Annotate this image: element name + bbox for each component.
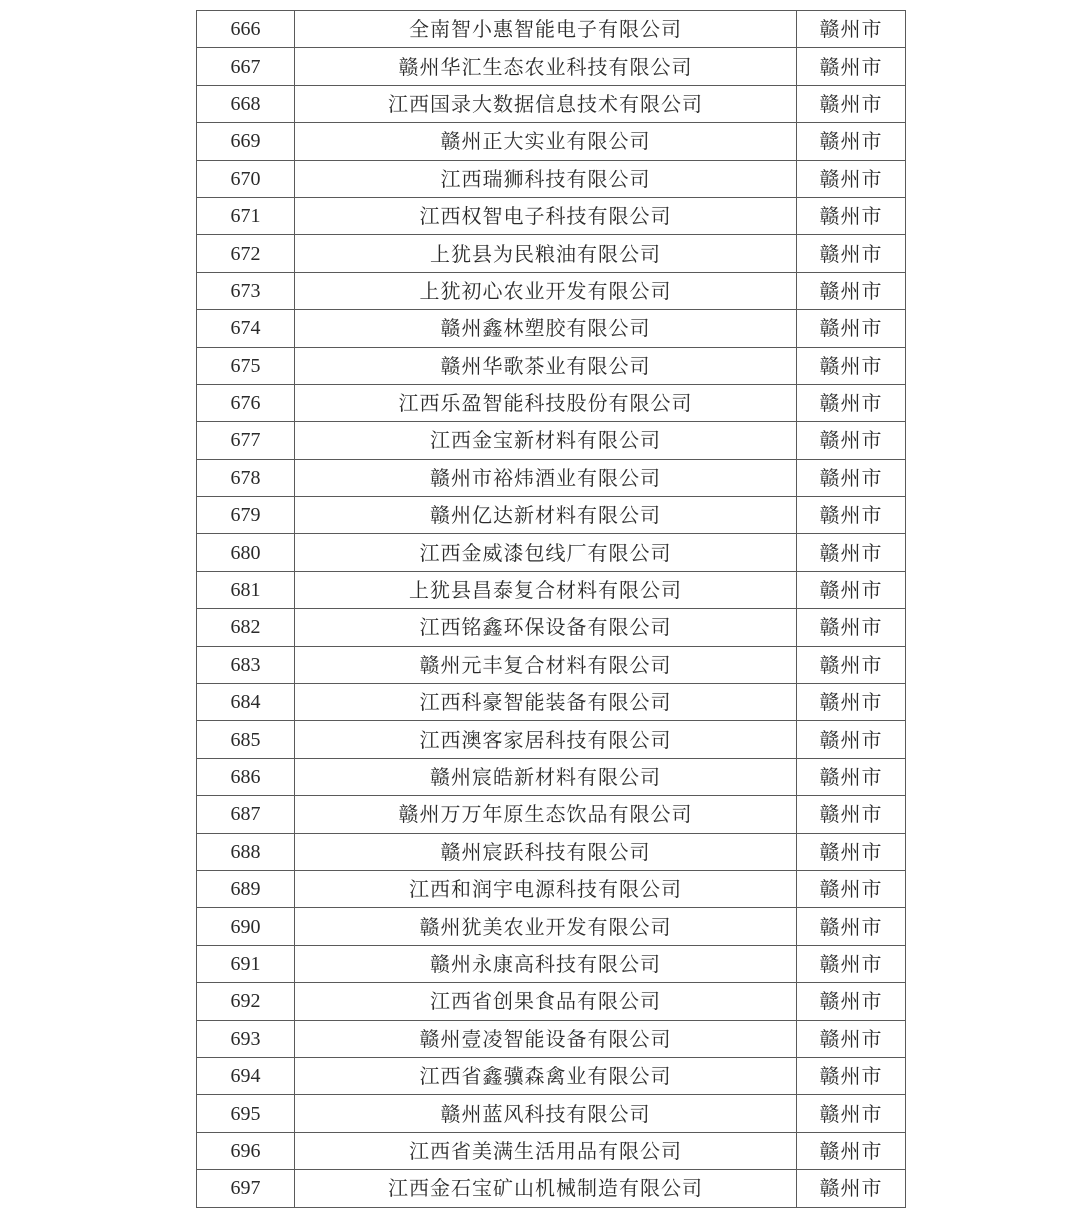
table-row bbox=[197, 758, 906, 795]
row-number-cell: 674 bbox=[197, 310, 295, 347]
city-cell: 赣州市 bbox=[797, 796, 906, 833]
company-name-cell: 江西国录大数据信息技术有限公司 bbox=[295, 85, 797, 122]
company-name-cell: 江西金宝新材料有限公司 bbox=[295, 422, 797, 459]
row-number-cell: 695 bbox=[197, 1095, 295, 1132]
row-number-cell: 693 bbox=[197, 1020, 295, 1057]
table-row bbox=[197, 983, 906, 1020]
company-name-cell: 上犹县为民粮油有限公司 bbox=[295, 235, 797, 272]
table-row bbox=[197, 384, 906, 421]
city-cell: 赣州市 bbox=[797, 1095, 906, 1132]
table-row bbox=[197, 310, 906, 347]
company-name-cell: 赣州华汇生态农业科技有限公司 bbox=[295, 48, 797, 85]
table-row bbox=[197, 11, 906, 48]
company-name-cell: 江西和润宇电源科技有限公司 bbox=[295, 870, 797, 907]
row-number-cell: 668 bbox=[197, 85, 295, 122]
table-row bbox=[197, 497, 906, 534]
row-number-cell: 673 bbox=[197, 272, 295, 309]
row-number-cell: 667 bbox=[197, 48, 295, 85]
table-row bbox=[197, 721, 906, 758]
city-cell: 赣州市 bbox=[797, 422, 906, 459]
table-row bbox=[197, 609, 906, 646]
row-number-cell: 672 bbox=[197, 235, 295, 272]
table-row bbox=[197, 571, 906, 608]
city-cell: 赣州市 bbox=[797, 684, 906, 721]
company-name-cell: 全南智小惠智能电子有限公司 bbox=[295, 11, 797, 48]
city-cell: 赣州市 bbox=[797, 48, 906, 85]
table-row bbox=[197, 123, 906, 160]
row-number-cell: 694 bbox=[197, 1057, 295, 1094]
row-number-cell: 692 bbox=[197, 983, 295, 1020]
table-row bbox=[197, 1132, 906, 1169]
row-number-cell: 683 bbox=[197, 646, 295, 683]
table-body bbox=[197, 11, 906, 1208]
row-number-cell: 684 bbox=[197, 684, 295, 721]
table-row bbox=[197, 646, 906, 683]
company-name-cell: 上犹县昌泰复合材料有限公司 bbox=[295, 571, 797, 608]
table-row bbox=[197, 908, 906, 945]
table-row bbox=[197, 1095, 906, 1132]
city-cell: 赣州市 bbox=[797, 197, 906, 234]
city-cell: 赣州市 bbox=[797, 945, 906, 982]
table-row bbox=[197, 272, 906, 309]
company-list-table bbox=[196, 10, 906, 1208]
city-cell: 赣州市 bbox=[797, 609, 906, 646]
city-cell: 赣州市 bbox=[797, 347, 906, 384]
company-name-cell: 赣州市裕炜酒业有限公司 bbox=[295, 459, 797, 496]
city-cell: 赣州市 bbox=[797, 235, 906, 272]
company-name-cell: 赣州鑫林塑胶有限公司 bbox=[295, 310, 797, 347]
company-name-cell: 江西铭鑫环保设备有限公司 bbox=[295, 609, 797, 646]
row-number-cell: 675 bbox=[197, 347, 295, 384]
company-name-cell: 江西权智电子科技有限公司 bbox=[295, 197, 797, 234]
city-cell: 赣州市 bbox=[797, 534, 906, 571]
city-cell: 赣州市 bbox=[797, 160, 906, 197]
company-name-cell: 赣州宸跃科技有限公司 bbox=[295, 833, 797, 870]
table-row bbox=[197, 833, 906, 870]
company-name-cell: 赣州永康高科技有限公司 bbox=[295, 945, 797, 982]
city-cell: 赣州市 bbox=[797, 646, 906, 683]
company-name-cell: 江西省美满生活用品有限公司 bbox=[295, 1132, 797, 1169]
row-number-cell: 666 bbox=[197, 11, 295, 48]
table-row bbox=[197, 1020, 906, 1057]
row-number-cell: 691 bbox=[197, 945, 295, 982]
table-row bbox=[197, 945, 906, 982]
company-name-cell: 江西瑞狮科技有限公司 bbox=[295, 160, 797, 197]
city-cell: 赣州市 bbox=[797, 1132, 906, 1169]
company-name-cell: 赣州华歌茶业有限公司 bbox=[295, 347, 797, 384]
company-name-cell: 江西省鑫骥森禽业有限公司 bbox=[295, 1057, 797, 1094]
company-name-cell: 江西澳客家居科技有限公司 bbox=[295, 721, 797, 758]
row-number-cell: 685 bbox=[197, 721, 295, 758]
table-row bbox=[197, 160, 906, 197]
city-cell: 赣州市 bbox=[797, 908, 906, 945]
table-row bbox=[197, 459, 906, 496]
city-cell: 赣州市 bbox=[797, 1020, 906, 1057]
company-name-cell: 江西省创果食品有限公司 bbox=[295, 983, 797, 1020]
row-number-cell: 689 bbox=[197, 870, 295, 907]
table-row bbox=[197, 1170, 906, 1207]
row-number-cell: 676 bbox=[197, 384, 295, 421]
table-row bbox=[197, 48, 906, 85]
table-row bbox=[197, 534, 906, 571]
city-cell: 赣州市 bbox=[797, 310, 906, 347]
row-number-cell: 697 bbox=[197, 1170, 295, 1207]
company-name-cell: 江西乐盈智能科技股份有限公司 bbox=[295, 384, 797, 421]
city-cell: 赣州市 bbox=[797, 870, 906, 907]
table-row bbox=[197, 85, 906, 122]
company-name-cell: 赣州壹凌智能设备有限公司 bbox=[295, 1020, 797, 1057]
row-number-cell: 679 bbox=[197, 497, 295, 534]
company-name-cell: 赣州元丰复合材料有限公司 bbox=[295, 646, 797, 683]
row-number-cell: 681 bbox=[197, 571, 295, 608]
city-cell: 赣州市 bbox=[797, 983, 906, 1020]
company-name-cell: 上犹初心农业开发有限公司 bbox=[295, 272, 797, 309]
table-row bbox=[197, 796, 906, 833]
company-name-cell: 赣州犹美农业开发有限公司 bbox=[295, 908, 797, 945]
company-name-cell: 赣州万万年原生态饮品有限公司 bbox=[295, 796, 797, 833]
table-row bbox=[197, 684, 906, 721]
company-name-cell: 赣州宸皓新材料有限公司 bbox=[295, 758, 797, 795]
row-number-cell: 682 bbox=[197, 609, 295, 646]
company-name-cell: 江西科豪智能装备有限公司 bbox=[295, 684, 797, 721]
company-name-cell: 江西金威漆包线厂有限公司 bbox=[295, 534, 797, 571]
city-cell: 赣州市 bbox=[797, 384, 906, 421]
row-number-cell: 687 bbox=[197, 796, 295, 833]
row-number-cell: 686 bbox=[197, 758, 295, 795]
city-cell: 赣州市 bbox=[797, 1170, 906, 1207]
row-number-cell: 677 bbox=[197, 422, 295, 459]
company-name-cell: 江西金石宝矿山机械制造有限公司 bbox=[295, 1170, 797, 1207]
table-row bbox=[197, 870, 906, 907]
company-name-cell: 赣州正大实业有限公司 bbox=[295, 123, 797, 160]
city-cell: 赣州市 bbox=[797, 721, 906, 758]
city-cell: 赣州市 bbox=[797, 123, 906, 160]
row-number-cell: 669 bbox=[197, 123, 295, 160]
row-number-cell: 696 bbox=[197, 1132, 295, 1169]
city-cell: 赣州市 bbox=[797, 459, 906, 496]
city-cell: 赣州市 bbox=[797, 1057, 906, 1094]
city-cell: 赣州市 bbox=[797, 571, 906, 608]
city-cell: 赣州市 bbox=[797, 11, 906, 48]
row-number-cell: 690 bbox=[197, 908, 295, 945]
table-row bbox=[197, 235, 906, 272]
table-row bbox=[197, 197, 906, 234]
city-cell: 赣州市 bbox=[797, 85, 906, 122]
table-row bbox=[197, 1057, 906, 1094]
table-row bbox=[197, 347, 906, 384]
row-number-cell: 678 bbox=[197, 459, 295, 496]
company-name-cell: 赣州蓝风科技有限公司 bbox=[295, 1095, 797, 1132]
row-number-cell: 671 bbox=[197, 197, 295, 234]
row-number-cell: 680 bbox=[197, 534, 295, 571]
table-row bbox=[197, 422, 906, 459]
city-cell: 赣州市 bbox=[797, 272, 906, 309]
company-name-cell: 赣州亿达新材料有限公司 bbox=[295, 497, 797, 534]
city-cell: 赣州市 bbox=[797, 758, 906, 795]
row-number-cell: 688 bbox=[197, 833, 295, 870]
city-cell: 赣州市 bbox=[797, 833, 906, 870]
row-number-cell: 670 bbox=[197, 160, 295, 197]
city-cell: 赣州市 bbox=[797, 497, 906, 534]
